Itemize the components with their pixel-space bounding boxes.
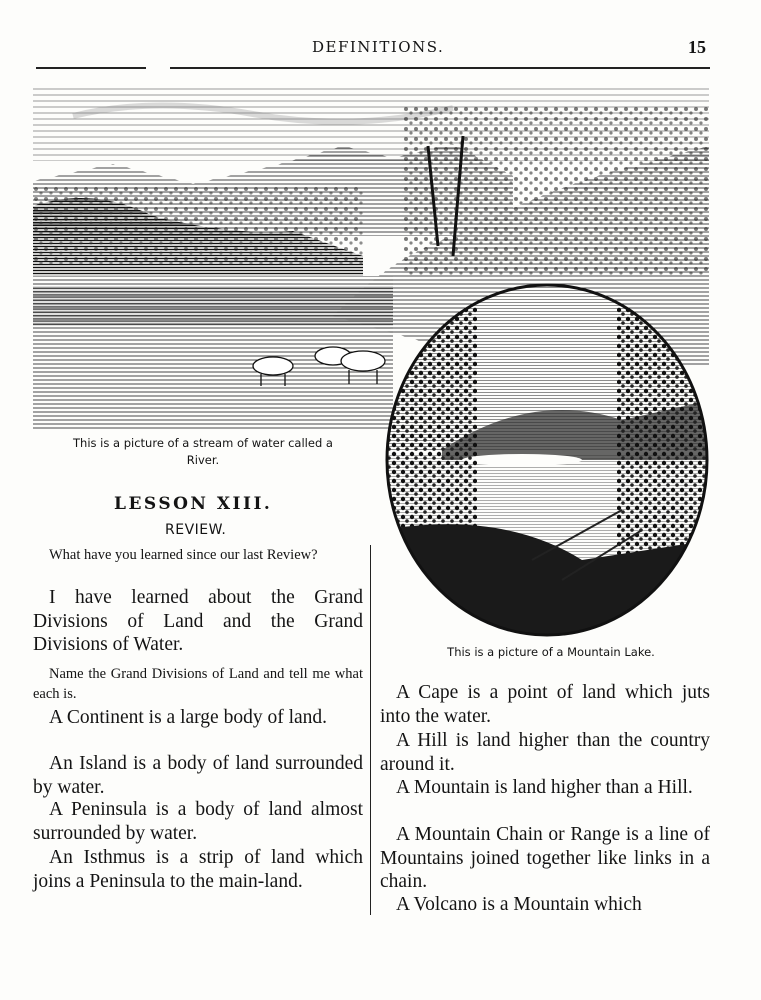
running-head: DEFINITIONS. — [312, 38, 445, 56]
answer-isthmus: An Isthmus is a strip of land which joins a Peninsula to the main-land. — [33, 847, 363, 892]
answer-mountain: A Mountain is land higher than a Hill. — [396, 777, 693, 798]
header-rule-left — [36, 67, 146, 69]
answer-hill: A Hill is land higher than the country around it. — [380, 730, 710, 775]
question-2: Name the Grand Divisions of Land and tell me what each is. — [33, 666, 363, 702]
page-number: 15 — [688, 37, 706, 57]
mountain-lake-illustration — [382, 280, 712, 640]
lake-caption: This is a picture of a Mountain Lake. — [447, 645, 655, 659]
answer-mountain-chain: A Mountain Chain or Range is a line of Mountains joined together like links in a chain. — [380, 824, 710, 892]
answer-volcano: A Volcano is a Mountain which — [396, 894, 642, 915]
answer-island: An Island is a body of land surrounded by water. — [33, 753, 363, 798]
answer-cape: A Cape is a point of land which juts into the water. — [380, 682, 710, 727]
header-rule-right — [170, 67, 710, 69]
answer-peninsula: A Peninsula is a body of land almost surrounded by water. — [33, 799, 363, 844]
question-1: What have you learned since our last Review? — [49, 547, 318, 563]
lesson-subtitle: REVIEW. — [165, 522, 227, 538]
answer-continent: A Continent is a large body of land. — [49, 707, 328, 728]
answer-1: I have learned about the Grand Divisions of Land and the Grand Divisions of Water. — [33, 587, 363, 655]
column-divider — [370, 545, 371, 915]
river-caption: This is a picture of a stream of water called a River. — [73, 436, 333, 467]
lesson-title: LESSON XIII. — [114, 494, 273, 514]
